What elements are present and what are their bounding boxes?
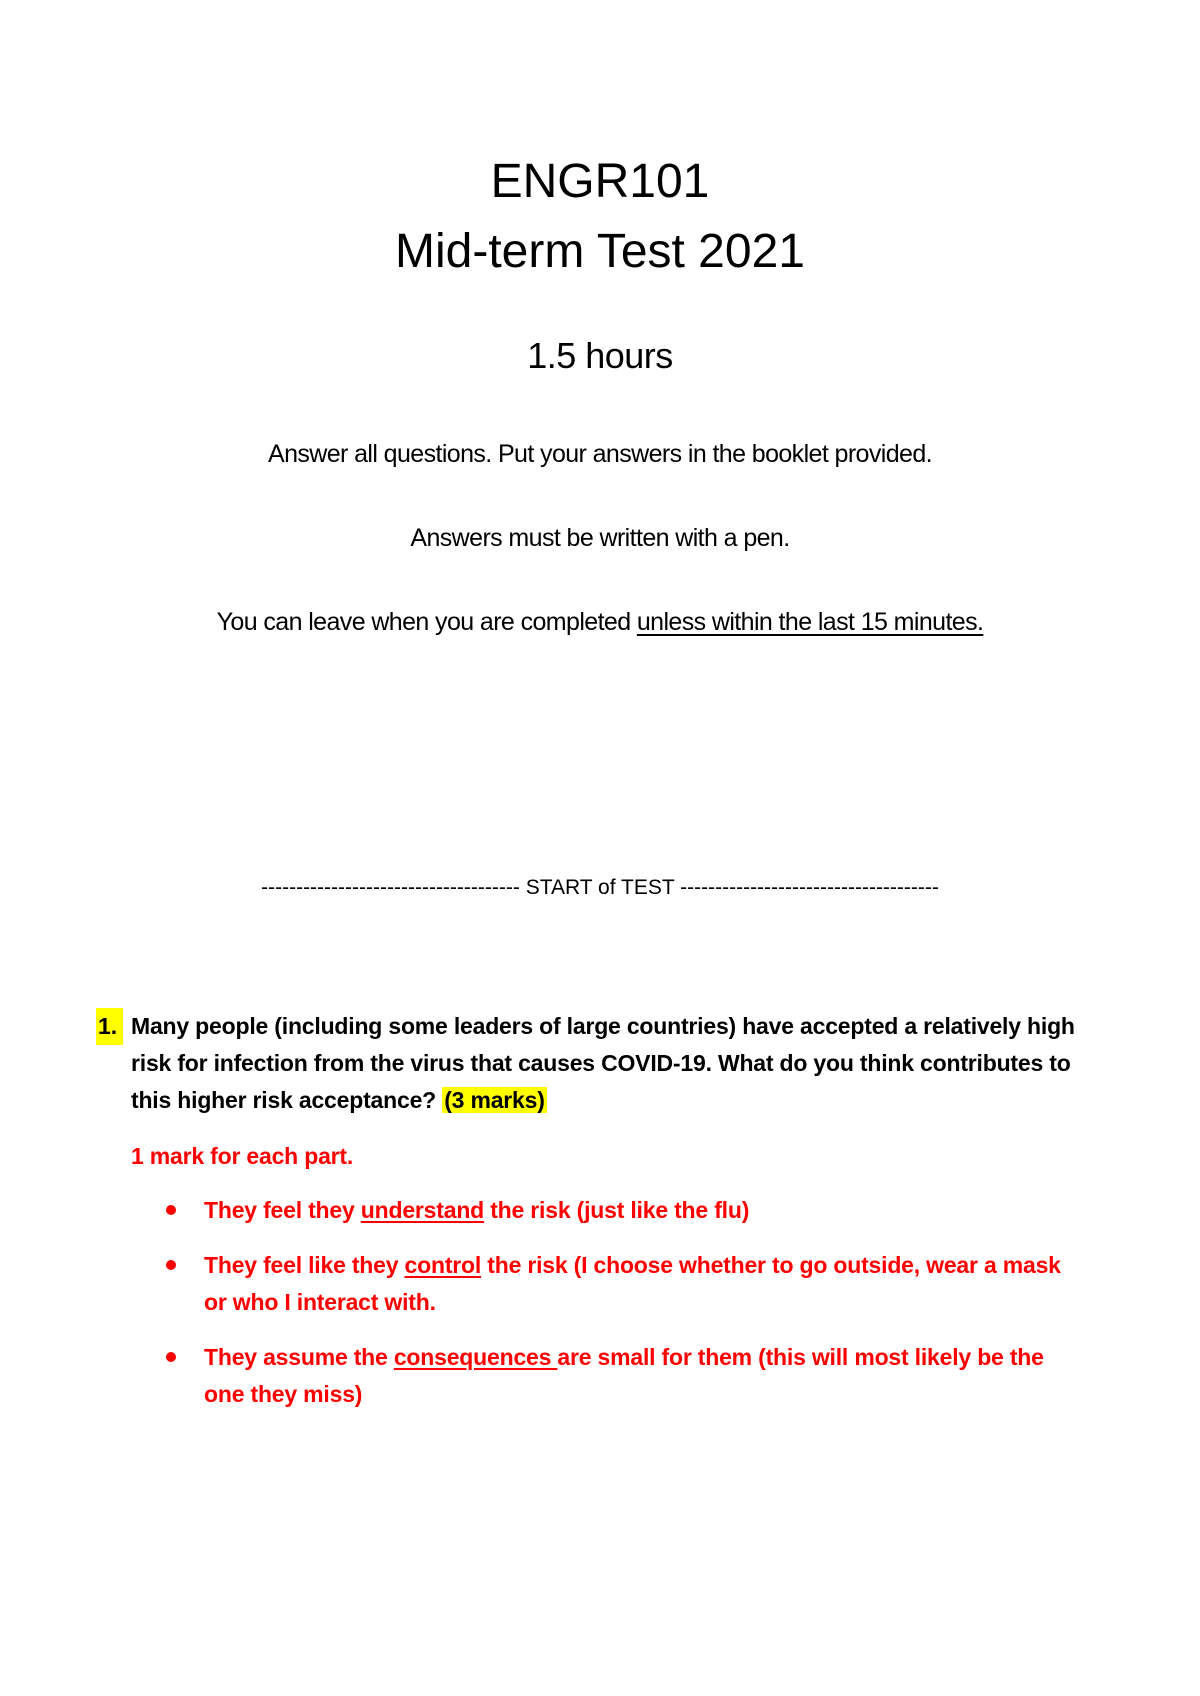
course-title: ENGR101 [490,155,710,208]
instruction-leave-text: You can leave when you are completed [216,608,637,636]
answer-item [160,1247,1080,1321]
question-text [131,1008,1086,1119]
answer-text-after: the risk (I choose whether to go outside, wear a mask or who I interact with. [204,1252,1061,1315]
answer-list [160,1192,1080,1431]
test-title: Mid-term Test 2021 [395,225,805,278]
bullet-icon [166,1260,176,1270]
answer-keyword: control [404,1252,482,1278]
answer-text-after: are small for them (this will most likely be the one they miss) [204,1344,1044,1407]
start-of-test-divider: ------------------------------------- START of TEST ------------------------------------- [261,876,939,899]
answer-text-after: the risk (just like the flu) [484,1197,750,1223]
answer-item [160,1339,1080,1413]
instruction-leave-underlined: unless within the last 15 minutes. [636,608,984,636]
answer-keyword: understand [360,1197,485,1223]
answer-text-before: They feel they [204,1197,361,1223]
instruction-pen: Answers must be written with a pen. [410,524,790,552]
instruction-answer-all: Answer all questions. Put your answers in the booklet provided. [268,440,932,468]
instruction-leave [0,606,1200,638]
answer-text-before: They feel like they [204,1252,405,1278]
question-body: Many people (including some leaders of large countries) have accepted a relatively high risk for infection from the virus that causes COVID-19. What do you think contributes to this higher risk acceptance? [131,1013,1075,1113]
question-marks: (3 marks) [444,1087,545,1113]
answer-keyword: consequences [393,1344,558,1370]
test-duration: 1.5 hours [527,335,673,376]
answer-intro: 1 mark for each part. [131,1143,354,1169]
question-1 [96,1008,1086,1119]
bullet-icon [166,1205,176,1215]
answer-text-before: They assume the [204,1344,394,1370]
bullet-icon [166,1352,176,1362]
answer-item [160,1192,1080,1229]
question-number: 1. [96,1008,123,1045]
